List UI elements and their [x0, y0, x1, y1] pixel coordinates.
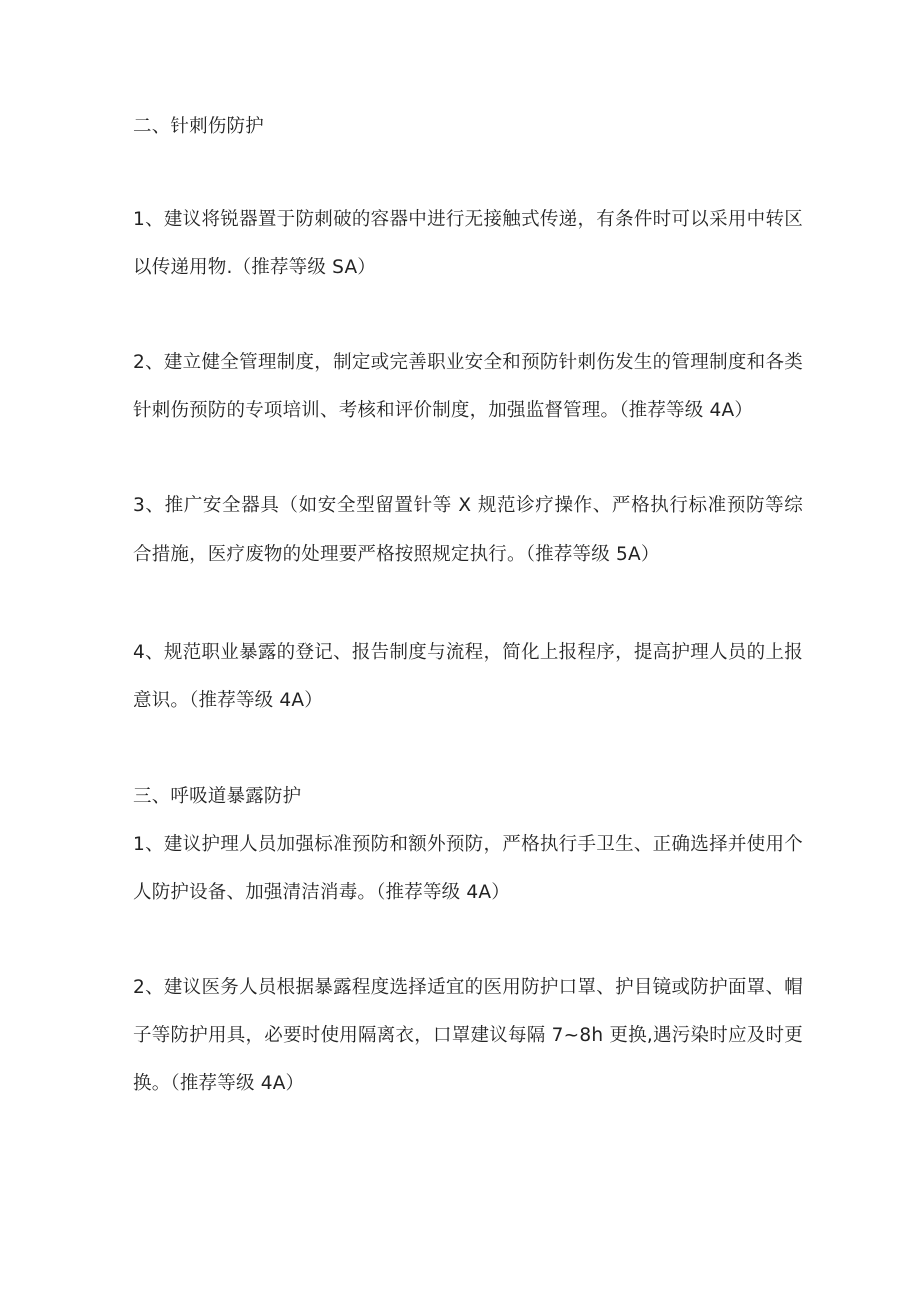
section-heading: 二、针刺伤防护 — [133, 116, 264, 137]
paragraph-line: 针刺伤预防的专项培训、考核和评价制度，加强监督管理。（推荐等级 4A） — [133, 400, 754, 421]
paragraph-line: 人防护设备、加强清洁消毒。（推荐等级 4A） — [133, 882, 510, 903]
paragraph-line: 1、建议护理人员加强标准预防和额外预防，严格执行手卫生、正确选择并使用个 — [133, 834, 803, 855]
paragraph-line: 2、建立健全管理制度，制定或完善职业安全和预防针刺伤发生的管理制度和各类 — [133, 352, 803, 373]
paragraph-line: 3、推广安全器具（如安全型留置针等 X 规范诊疗操作、严格执行标准预防等综 — [133, 495, 803, 516]
paragraph-line: 4、规范职业暴露的登记、报告制度与流程，简化上报程序，提高护理人员的上报 — [133, 642, 803, 663]
paragraph-line: 2、建议医务人员根据暴露程度选择适宜的医用防护口罩、护目镜或防护面罩、帽 — [133, 977, 803, 998]
paragraph-line: 合措施，医疗废物的处理要严格按照规定执行。（推荐等级 5A） — [133, 544, 660, 565]
paragraph-line: 换。（推荐等级 4A） — [133, 1073, 305, 1094]
paragraph-line: 以传递用物.（推荐等级 SA） — [133, 257, 377, 278]
paragraph-line: 1、建议将锐器置于防刺破的容器中进行无接触式传递，有条件时可以采用中转区 — [133, 209, 803, 230]
paragraph-line: 子等防护用具，必要时使用隔离衣，口罩建议每隔 7~8h 更换,遇污染时应及时更 — [133, 1025, 803, 1046]
section-heading: 三、呼吸道暴露防护 — [133, 786, 302, 807]
paragraph-line: 意识。（推荐等级 4A） — [133, 690, 323, 711]
